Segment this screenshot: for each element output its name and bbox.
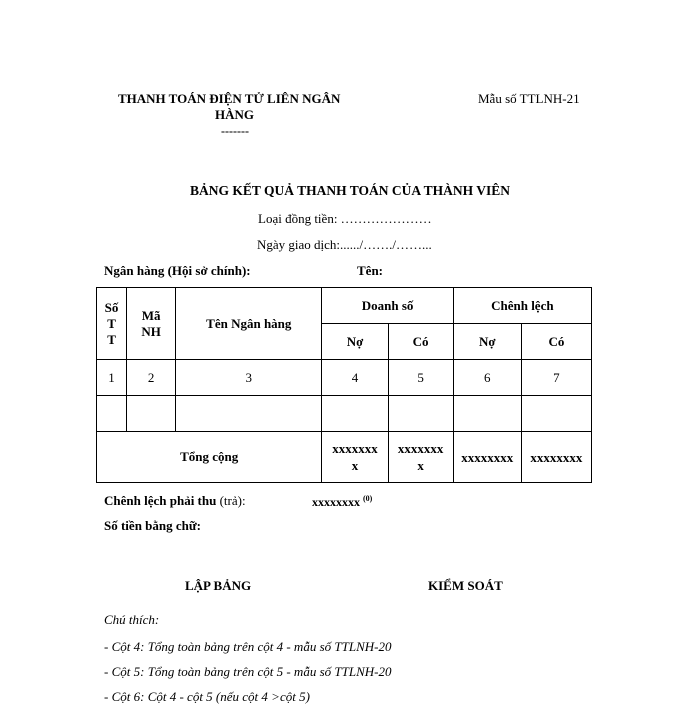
header-bank-code — [127, 288, 176, 360]
column-number: 4 — [322, 360, 388, 396]
column-number-row — [97, 360, 592, 396]
org-name-line2: HÀNG — [215, 107, 254, 122]
table-cell — [453, 396, 521, 432]
header-bank-name: Tên Ngân hàng — [176, 288, 322, 360]
total-sales-debit — [322, 432, 388, 483]
diff-value — [312, 494, 372, 510]
org-separator: ------- — [221, 124, 249, 138]
header-diff-credit: Có — [521, 324, 591, 360]
total-value-line: xxxxxxxx — [530, 449, 583, 465]
table-cell — [322, 396, 388, 432]
header-code-line: NH — [141, 323, 161, 339]
header-stt — [97, 288, 127, 360]
header-sales-group: Doanh số — [322, 288, 453, 324]
diff-label-rest: (trả): — [216, 493, 246, 508]
total-sales-credit — [388, 432, 453, 483]
amount-in-words-label: Số tiền bằng chữ: — [104, 518, 202, 533]
diff-value-text: xxxxxxxx — [312, 495, 360, 509]
diff-label — [104, 493, 246, 509]
table-cell — [521, 396, 591, 432]
result-table — [96, 287, 592, 483]
diff-label-bold: Chênh lệch phải thu — [104, 493, 217, 508]
column-number: 3 — [176, 360, 322, 396]
bank-label: Ngân hàng (Hội sở chính): — [104, 263, 251, 278]
column-number: 1 — [97, 360, 127, 396]
header-code-line: Mã — [141, 307, 161, 323]
header-diff-group: Chênh lệch — [453, 288, 591, 324]
table-cell — [97, 396, 127, 432]
column-number: 6 — [453, 360, 521, 396]
note-item: - Cột 6: Cột 4 - cột 5 (nếu cột 4 >cột 5) — [104, 689, 310, 704]
form-code: Mẫu số TTLNH-21 — [478, 91, 580, 106]
total-row — [97, 432, 592, 483]
transaction-date-line: Ngày giao dịch:....../……./……... — [257, 237, 432, 252]
prepared-by-signature: LẬP BẢNG — [185, 578, 252, 593]
header-sales-debit: Nợ — [322, 324, 388, 360]
total-diff-credit — [521, 432, 591, 483]
note-item: - Cột 5: Tổng toàn bảng trên cột 5 - mẫu số TTLNH-20 — [104, 664, 392, 679]
total-label: Tổng cộng — [97, 432, 322, 483]
notes-title: Chú thích: — [104, 612, 160, 627]
currency-line: Loại đồng tiền: ………………… — [258, 211, 432, 226]
total-diff-debit — [453, 432, 521, 483]
total-value-line: xxxxxxx — [332, 441, 378, 456]
table-cell — [176, 396, 322, 432]
org-name-line1: THANH TOÁN ĐIỆN TỬ LIÊN NGÂN — [118, 91, 341, 106]
total-value-line: x — [351, 458, 359, 473]
column-number: 5 — [388, 360, 453, 396]
controlled-by-signature: KIỂM SOÁT — [428, 578, 503, 593]
document-title: BẢNG KẾT QUẢ THANH TOÁN CỦA THÀNH VIÊN — [190, 183, 510, 198]
table-cell — [127, 396, 176, 432]
header-diff-debit: Nợ — [453, 324, 521, 360]
total-value-line: xxxxxxxx — [461, 449, 514, 465]
table-cell — [388, 396, 453, 432]
total-value-line: x — [417, 458, 424, 473]
header-stt-line: Số — [104, 299, 119, 315]
name-label: Tên: — [357, 263, 383, 278]
empty-data-row — [97, 396, 592, 432]
note-item: - Cột 4: Tổng toàn bảng trên cột 4 - mẫu số TTLNH-20 — [104, 639, 392, 654]
column-number: 7 — [521, 360, 591, 396]
diff-note-mark: (0) — [363, 494, 373, 503]
column-number: 2 — [127, 360, 176, 396]
header-stt-line: T — [107, 315, 116, 331]
header-sales-credit: Có — [388, 324, 453, 360]
header-stt-line: T — [107, 331, 116, 347]
total-value-line: xxxxxxx — [397, 441, 444, 456]
